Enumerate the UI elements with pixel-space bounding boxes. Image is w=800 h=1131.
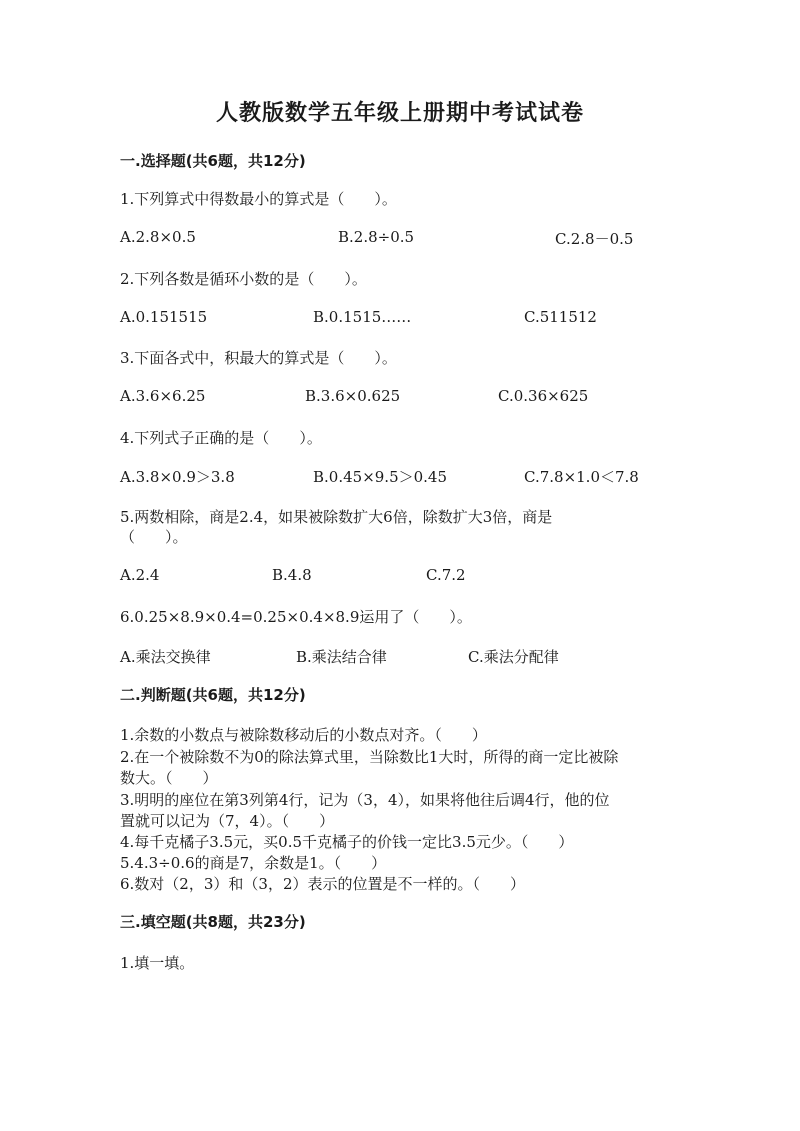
- option-a: A.3.6×6.25: [120, 387, 206, 405]
- judgment-line: 1.余数的小数点与被除数移动后的小数点对齐。（ ）: [120, 726, 487, 744]
- question-text: 6.0.25×8.9×0.4=0.25×0.4×8.9运用了（ ）。: [120, 608, 472, 626]
- option-c: C.511512: [524, 308, 597, 326]
- question-text: 4.下列式子正确的是（ ）。: [120, 429, 322, 447]
- option-c: C.7.2: [426, 566, 466, 584]
- section-heading-judgment: 二.判断题(共6题，共12分): [120, 686, 306, 704]
- question-text: 5.两数相除，商是2.4，如果被除数扩大6倍，除数扩大3倍，商是: [120, 508, 553, 526]
- judgment-line: 6.数对（2，3）和（3，2）表示的位置是不一样的。（ ）: [120, 875, 525, 893]
- section-heading-choice: 一.选择题(共6题，共12分): [120, 152, 306, 170]
- judgment-line: 2.在一个被除数不为0的除法算式里，当除数比1大时，所得的商一定比被除: [120, 748, 619, 766]
- question-text: 3.下面各式中，积最大的算式是（ ）。: [120, 349, 397, 367]
- option-a: A.2.8×0.5: [120, 228, 196, 246]
- judgment-line: 4.每千克橘子3.5元，买0.5千克橘子的价钱一定比3.5元少。（ ）: [120, 833, 574, 851]
- option-b: B.0.45×9.5＞0.45: [313, 468, 448, 486]
- fill-in-line: 1.填一填。: [120, 954, 195, 972]
- question-text-continued: （ ）。: [120, 528, 188, 546]
- option-b: B.0.1515……: [313, 308, 412, 326]
- judgment-line: 5.4.3÷0.6的商是7，余数是1。（ ）: [120, 854, 387, 872]
- judgment-line: 数大。（ ）: [120, 769, 218, 787]
- option-c: C.2.8－0.5: [555, 230, 634, 248]
- option-a: A.乘法交换律: [120, 648, 211, 666]
- option-c: C.7.8×1.0＜7.8: [524, 468, 639, 486]
- option-b: B.2.8÷0.5: [338, 228, 415, 246]
- question-text: 2.下列各数是循环小数的是（ ）。: [120, 270, 367, 288]
- question-text: 1.下列算式中得数最小的算式是（ ）。: [120, 190, 397, 208]
- option-c: C.0.36×625: [498, 387, 589, 405]
- judgment-line: 3.明明的座位在第3列第4行，记为（3，4），如果将他往后调4行，他的位: [120, 791, 610, 809]
- section-heading-fill-in: 三.填空题(共8题，共23分): [120, 913, 306, 931]
- option-b: B.3.6×0.625: [305, 387, 401, 405]
- option-a: A.0.151515: [120, 308, 208, 326]
- option-b: B.乘法结合律: [296, 648, 387, 666]
- option-a: A.2.4: [120, 566, 160, 584]
- judgment-line: 置就可以记为（7，4）。（ ）: [120, 812, 335, 830]
- option-b: B.4.8: [272, 566, 312, 584]
- option-a: A.3.8×0.9＞3.8: [120, 468, 235, 486]
- option-c: C.乘法分配律: [468, 648, 559, 666]
- page-title: 人教版数学五年级上册期中考试试卷: [215, 101, 584, 126]
